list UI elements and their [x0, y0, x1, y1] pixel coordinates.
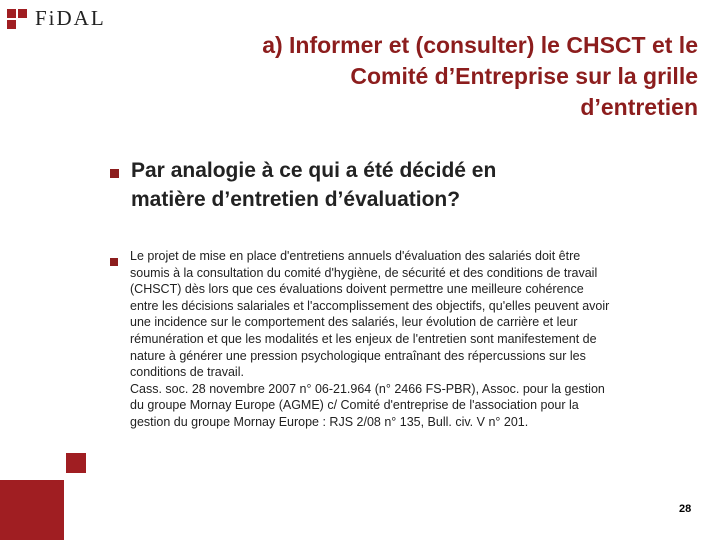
detail-line: (CHSCT) dès lors que ces évaluations doivent permettre une meilleure cohérence [130, 282, 584, 297]
logo-square-1 [7, 9, 16, 18]
title-line-3: d’entretien [580, 94, 698, 120]
bullet-square-icon [110, 258, 118, 266]
logo-square-3 [7, 20, 16, 29]
detail-line: conditions de travail. [130, 365, 244, 380]
page-number: 28 [679, 503, 692, 515]
logo-square-2 [18, 9, 27, 18]
title-line-1: a) Informer et (consulter) le CHSCT et le [262, 32, 698, 58]
logo-square-4 [18, 20, 27, 29]
bullet-detail [130, 248, 670, 431]
detail-line: rémunération et que les modalités et les enjeux de l'entretien sont manifestement de [130, 331, 597, 346]
slide-title [138, 30, 698, 123]
logo-text: FiDAL [35, 6, 106, 30]
question-line-2: matière d’entretien d’évaluation? [131, 188, 461, 211]
detail-line: entre les décisions salariales et l'accomplissement des objectifs, qu'elles peuvent avoir [130, 298, 610, 313]
bullet-square-icon [110, 169, 119, 178]
decorative-corner-block [0, 480, 64, 540]
detail-line: nature à générer une pression psychologique entraînant des répercussions sur les [130, 348, 586, 363]
detail-line: du groupe Mornay Europe (AGME) c/ Comité d'entreprise de l'association pour la [130, 398, 579, 413]
title-line-2: Comité d’Entreprise sur la grille [350, 63, 698, 89]
decorative-square [66, 453, 86, 473]
detail-line: soumis à la consultation du comité d'hygiène, de sécurité et des conditions de travail [130, 265, 598, 280]
detail-line: une incidence sur le comportement des salariés, leur évolution de carrière et leur [130, 315, 578, 330]
detail-line: gestion du groupe Mornay Europe : RJS 2/08 n° 135, Bull. civ. V n° 201. [130, 414, 529, 429]
question-line-1: Par analogie à ce qui a été décidé en [131, 159, 497, 182]
detail-line: Cass. soc. 28 novembre 2007 n° 06-21.964 (n° 2466 FS-PBR), Assoc. pour la gestion [130, 381, 605, 396]
logo-mark-icon [7, 9, 27, 29]
bullet-question [131, 156, 671, 214]
fidal-logo [7, 8, 106, 29]
detail-line: Le projet de mise en place d'entretiens annuels d'évaluation des salariés doit être [130, 249, 581, 263]
